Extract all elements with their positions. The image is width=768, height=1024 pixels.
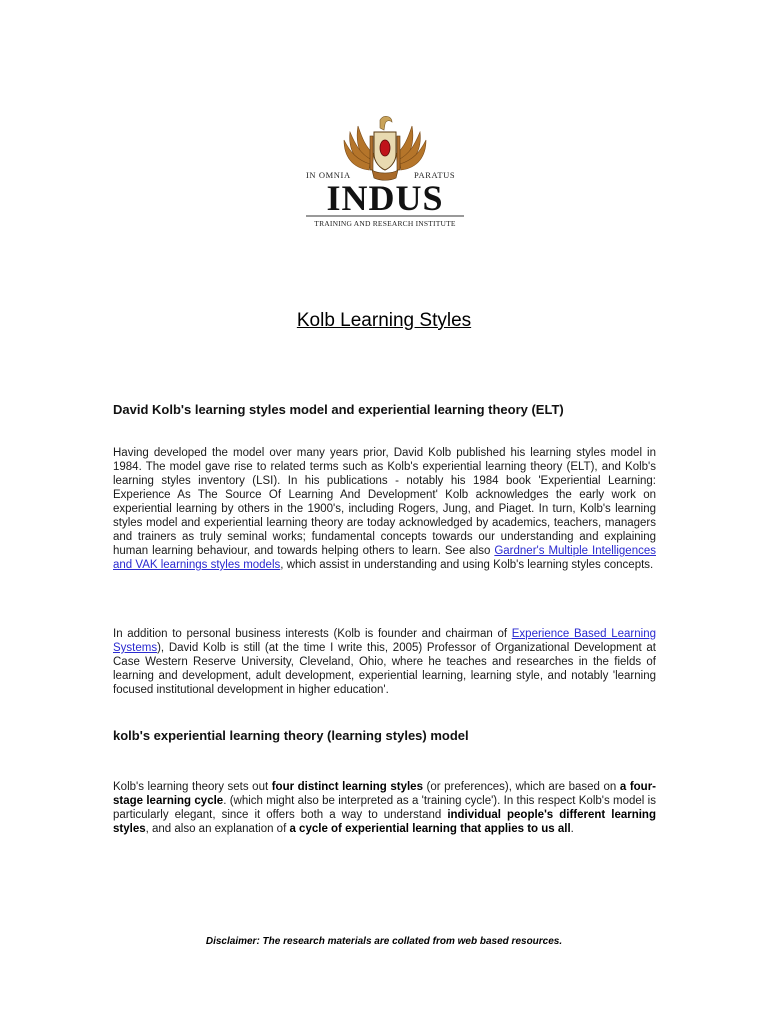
paragraph-text: (or preferences), which are based on bbox=[422, 781, 620, 793]
logo-brand-name: INDUS bbox=[326, 178, 444, 218]
section-heading-model: kolb's experiential learning theory (learning styles) model bbox=[113, 728, 469, 743]
logo-motto-left: IN OMNIA bbox=[306, 170, 351, 180]
disclaimer-footer: Disclaimer: The research materials are collated from web based resources. bbox=[205, 936, 563, 947]
logo-tagline: TRAINING AND RESEARCH INSTITUTE bbox=[314, 219, 456, 228]
paragraph-text: Having developed the model over many years prior, David Kolb published his learning styles model in 1984. The model gave rise to related terms such as Kolb's experiential learning theory (ELT), and Kolb's learning styles inventory (LSI). In his publications - notably his 1984 book 'Experiential Learning: Experience As The Source Of Learning And Development' Kolb acknowledges the early work on experiential learning by others in the 1900's, including Rogers, Jung, and Piaget. In turn, Kolb's learning styles model and experiential learning theory are today acknowledged by academics, teachers, managers and trainers as truly seminal works; fundamental concepts towards our understanding and explaining human learning behaviour, and towards helping others to learn. See also bbox=[113, 447, 656, 557]
emphasis-individual-styles: individual people's different learning styles bbox=[113, 809, 656, 835]
gardner-vak-link[interactable]: Gardner's Multiple Intelligences and VAK learnings styles models bbox=[113, 545, 656, 571]
paragraph-text: Kolb's learning theory sets out bbox=[113, 781, 272, 793]
paragraph-text: ), David Kolb is still (at the time I write this, 2005) Professor of Organizational Development at Case Western Reserve University, Cleveland, Ohio, where he teaches and researches in the fields of learning and development, adult development, experiential learning, learning style, and notably 'learning focused institutional development in higher education'. bbox=[113, 642, 656, 696]
emphasis-four-styles: four distinct learning styles bbox=[271, 781, 423, 793]
section-heading-elt: David Kolb's learning styles model and experiential learning theory (ELT) bbox=[113, 402, 564, 417]
paragraph-learning-theory bbox=[113, 780, 656, 836]
logo-motto-right: PARATUS bbox=[414, 170, 456, 180]
paragraph-kolb-bio bbox=[113, 627, 656, 697]
experience-based-learning-link[interactable]: Experience Based Learning Systems bbox=[113, 628, 656, 654]
paragraph-text: . bbox=[570, 823, 574, 835]
paragraph-text: , which assist in understanding and using Kolb's learning styles concepts. bbox=[280, 559, 654, 571]
emphasis-experiential-cycle: a cycle of experiential learning that applies to us all bbox=[289, 823, 571, 835]
paragraph-text: In addition to personal business interests (Kolb is founder and chairman of bbox=[113, 628, 512, 640]
document-title: Kolb Learning Styles bbox=[296, 310, 472, 331]
emphasis-four-stage-cycle: a four-stage learning cycle bbox=[113, 781, 656, 807]
paragraph-text: . (which might also be interpreted as a 'training cycle'). In this respect Kolb's model is particularly elegant, since it offers both a way to understand bbox=[113, 795, 656, 821]
paragraph-text: , and also an explanation of bbox=[145, 823, 290, 835]
paragraph-intro bbox=[113, 446, 656, 572]
